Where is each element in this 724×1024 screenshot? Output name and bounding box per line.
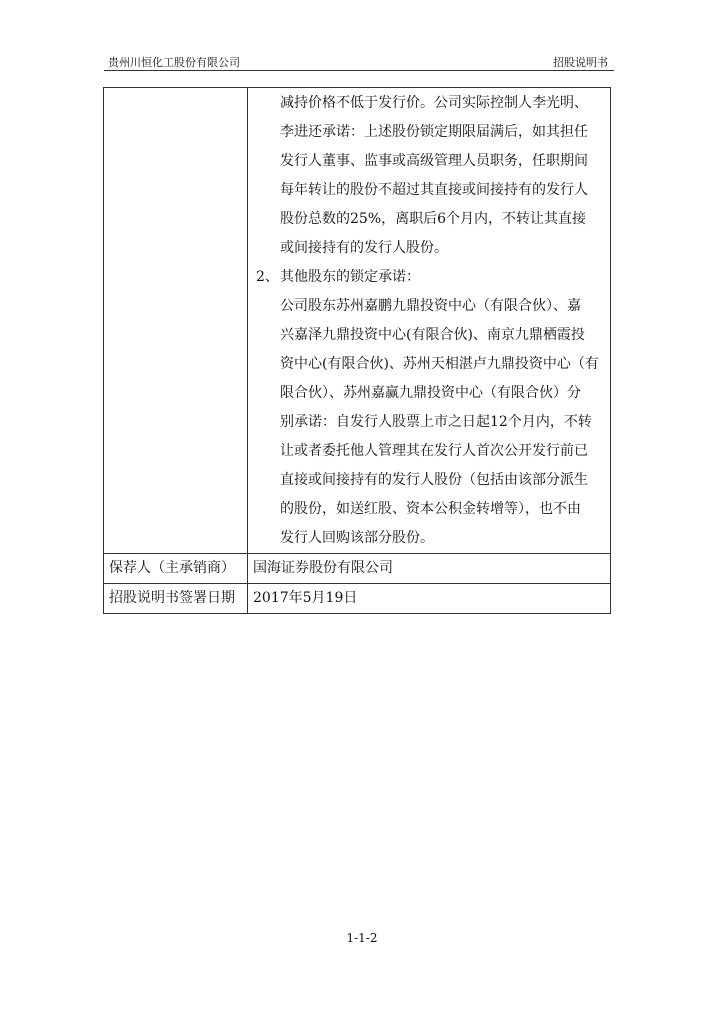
text-line: 直接或间接持有的发行人股份（包括由该部分派生 bbox=[280, 472, 588, 488]
signing-date-value: 2017年5月19日 bbox=[253, 590, 358, 606]
company-name: 贵州川恒化工股份有限公司 bbox=[108, 56, 240, 69]
sponsor-row bbox=[104, 554, 611, 584]
item-2-heading bbox=[248, 263, 600, 292]
text-line: 发行人董事、监事或高级管理人员职务，任职期间 bbox=[280, 153, 588, 169]
signing-date-row bbox=[104, 584, 611, 614]
signing-date-label: 招股说明书签署日期 bbox=[109, 590, 235, 606]
text-line: 别承诺：自发行人股票上市之日起12个月内，不转 bbox=[280, 414, 592, 430]
text-line: 股份总数的25%，离职后6个月内，不转让其直接 bbox=[280, 211, 587, 227]
item-heading: 其他股东的锁定承诺： bbox=[280, 269, 420, 285]
text-line: 限合伙）、苏州嘉赢九鼎投资中心（有限合伙）分 bbox=[280, 385, 581, 401]
sponsor-value: 国海证券股份有限公司 bbox=[253, 560, 393, 576]
empty-label-cell bbox=[104, 88, 248, 554]
text-line: 每年转让的股份不超过其直接或间接持有的发行人 bbox=[280, 182, 588, 198]
lockup-commitment-row bbox=[104, 88, 611, 554]
text-line: 李进还承诺：上述股份锁定期限届满后，如其担任 bbox=[280, 124, 588, 140]
text-line: 兴嘉泽九鼎投资中心(有限合伙)、南京九鼎栖霞投 bbox=[280, 327, 585, 343]
document-type: 招股说明书 bbox=[553, 56, 608, 69]
text-line: 发行人回购该部分股份。 bbox=[280, 530, 434, 546]
text-line: 或间接持有的发行人股份。 bbox=[280, 240, 448, 256]
text-line: 的股份，如送红股、资本公积金转增等），也不由 bbox=[280, 501, 581, 517]
text-line: 资中心(有限合伙)、苏州天相湛卢九鼎投资中心（有 bbox=[280, 356, 599, 372]
prospectus-summary-table bbox=[103, 87, 611, 614]
text-line: 让或者委托他人管理其在发行人首次公开发行前已 bbox=[280, 443, 588, 459]
page-header bbox=[104, 50, 614, 71]
sponsor-label: 保荐人（主承销商） bbox=[109, 560, 235, 576]
page-number: 1-1-2 bbox=[346, 931, 378, 945]
text-line: 减持价格不低于发行价。公司实际控制人李光明、 bbox=[280, 95, 588, 111]
item-number: 2、 bbox=[256, 269, 279, 285]
text-line: 公司股东苏州嘉鹏九鼎投资中心（有限合伙）、嘉 bbox=[280, 298, 581, 314]
commitment-text-cell bbox=[248, 88, 611, 554]
